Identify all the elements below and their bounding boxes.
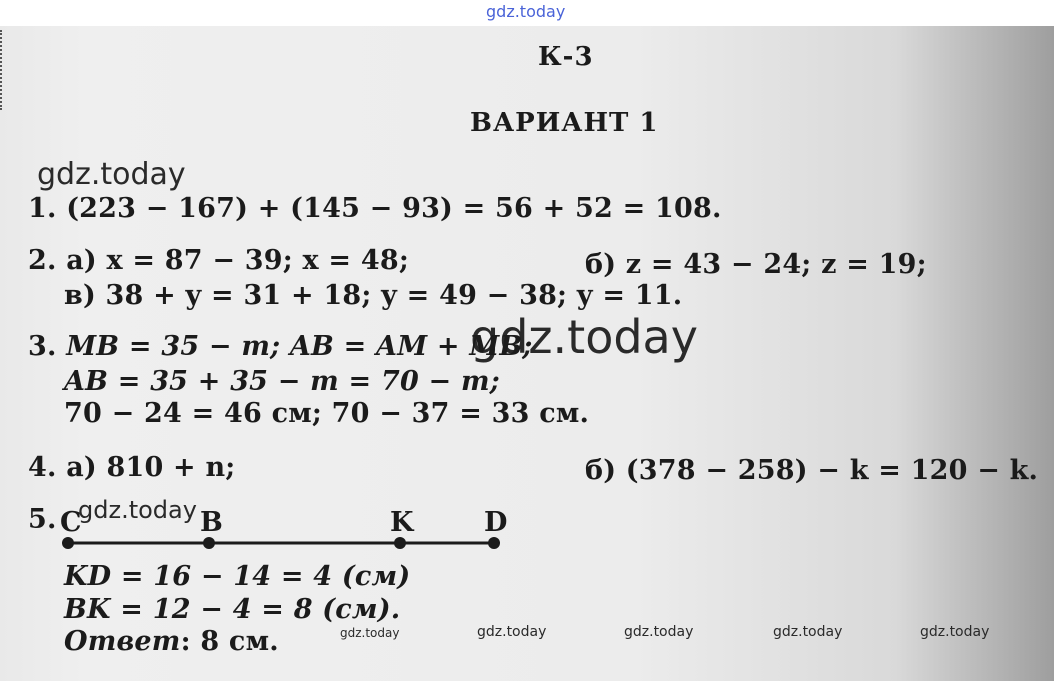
task-4-number: 4. <box>28 452 57 483</box>
task-2-v: в) 38 + y = 31 + 18; y = 49 − 38; y = 11. <box>64 280 683 311</box>
task-5-number: 5. <box>28 504 57 535</box>
task-2-number: 2. <box>28 245 57 276</box>
task-1-number: 1. <box>28 193 57 224</box>
variant-title: ВАРИАНТ 1 <box>470 108 659 138</box>
watermark-bottom-5: gdz.today <box>920 624 990 640</box>
label-b: B <box>200 507 224 538</box>
label-k: K <box>390 507 414 538</box>
answer-value: : 8 см. <box>180 626 279 657</box>
point-b <box>203 537 215 549</box>
task-3-line-2: AB = 35 + 35 − m = 70 − m; <box>64 366 500 397</box>
task-4-b: б) (378 − 258) − k = 120 − k. <box>585 455 1039 486</box>
task-5-answer <box>64 626 279 657</box>
task-4-a-text: а) 810 + n; <box>66 452 236 483</box>
task-5-line-2: BK = 12 − 4 = 8 (см). <box>64 594 401 625</box>
point-d <box>488 537 500 549</box>
test-code: К-3 <box>538 42 594 72</box>
watermark-left: gdz.today <box>37 157 186 192</box>
watermark-center: gdz.today <box>470 310 698 364</box>
watermark-bottom-3: gdz.today <box>624 624 694 640</box>
watermark-bottom-2: gdz.today <box>477 624 547 640</box>
watermark-bottom-1: gdz.today <box>340 626 400 640</box>
task-2-a-text: а) x = 87 − 39; x = 48; <box>66 245 409 276</box>
watermark-task5: gdz.today <box>78 496 197 524</box>
task-1-text: (223 − 167) + (145 − 93) = 56 + 52 = 108. <box>66 193 722 224</box>
task-3-line-1-text: MB = 35 − m; AB = AM + MB; <box>66 331 533 362</box>
task-3-number: 3. <box>28 331 57 362</box>
point-k <box>394 537 406 549</box>
label-d: D <box>484 507 508 538</box>
label-c: C <box>60 507 82 538</box>
task-3-line-3: 70 − 24 = 46 см; 70 − 37 = 33 см. <box>64 398 590 429</box>
answer-label: Ответ <box>64 626 181 657</box>
point-c <box>62 537 74 549</box>
watermark-top: gdz.today <box>486 2 566 21</box>
task-2-b: б) z = 43 − 24; z = 19; <box>585 249 927 280</box>
watermark-bottom-4: gdz.today <box>773 624 843 640</box>
task-5-line-1: KD = 16 − 14 = 4 (см) <box>64 561 411 592</box>
